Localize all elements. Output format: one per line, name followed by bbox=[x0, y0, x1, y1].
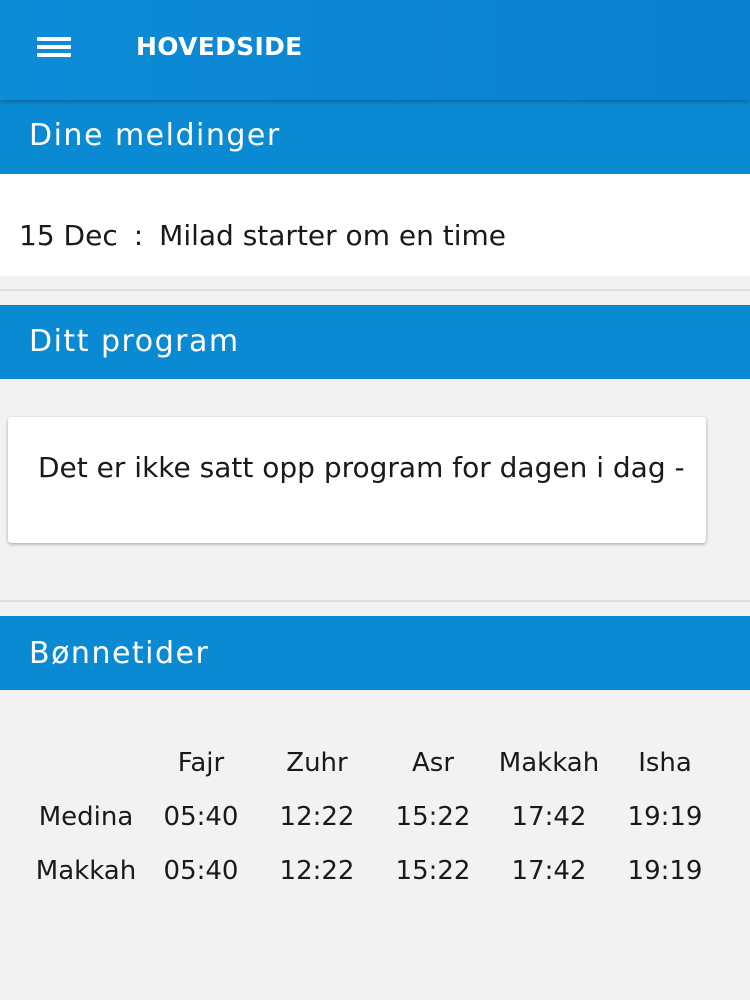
column-header-fajr: Fajr bbox=[177, 748, 225, 778]
time-cell: 12:22 bbox=[279, 802, 355, 832]
messages-section-header: Dine meldinger bbox=[0, 100, 750, 174]
program-card bbox=[8, 417, 706, 543]
time-cell: 12:22 bbox=[279, 856, 355, 886]
divider bbox=[0, 289, 750, 291]
column-header-asr: Asr bbox=[411, 748, 455, 778]
time-cell: 17:42 bbox=[511, 802, 587, 832]
column-header-isha: Isha bbox=[638, 748, 692, 778]
time-cell: 05:40 bbox=[163, 856, 239, 886]
program-empty-text: Det er ikke satt opp program for dagen i dag - bbox=[38, 451, 685, 484]
page-title: HOVEDSIDE bbox=[136, 32, 303, 61]
hamburger-menu-icon[interactable] bbox=[28, 26, 80, 70]
divider bbox=[0, 600, 750, 602]
app-bar bbox=[0, 0, 750, 100]
messages-list bbox=[0, 174, 750, 276]
time-cell: 15:22 bbox=[395, 802, 471, 832]
time-cell: 15:22 bbox=[395, 856, 471, 886]
message-text: Milad starter om en time bbox=[159, 219, 506, 252]
message-item[interactable] bbox=[19, 216, 506, 256]
menu-line bbox=[37, 53, 71, 57]
column-header-makkah: Makkah bbox=[498, 748, 600, 778]
time-cell: 17:42 bbox=[511, 856, 587, 886]
row-place: Medina bbox=[38, 802, 134, 832]
prayer-times-table bbox=[22, 736, 716, 898]
row-place: Makkah bbox=[35, 856, 137, 886]
table-row bbox=[22, 790, 716, 844]
table-row bbox=[22, 844, 716, 898]
prayer-times-area bbox=[0, 690, 750, 1000]
message-date: 15 Dec bbox=[19, 219, 118, 252]
column-header-place bbox=[22, 736, 150, 790]
menu-line bbox=[37, 37, 71, 41]
message-separator: : bbox=[133, 219, 144, 252]
time-cell: 05:40 bbox=[163, 802, 239, 832]
time-cell: 19:19 bbox=[627, 802, 703, 832]
time-cell: 19:19 bbox=[627, 856, 703, 886]
table-header-row bbox=[22, 736, 716, 790]
prayer-times-section-header: Bønnetider bbox=[0, 616, 750, 690]
column-header-zuhr: Zuhr bbox=[286, 748, 348, 778]
menu-line bbox=[37, 45, 71, 49]
program-section-header: Ditt program bbox=[0, 305, 750, 379]
